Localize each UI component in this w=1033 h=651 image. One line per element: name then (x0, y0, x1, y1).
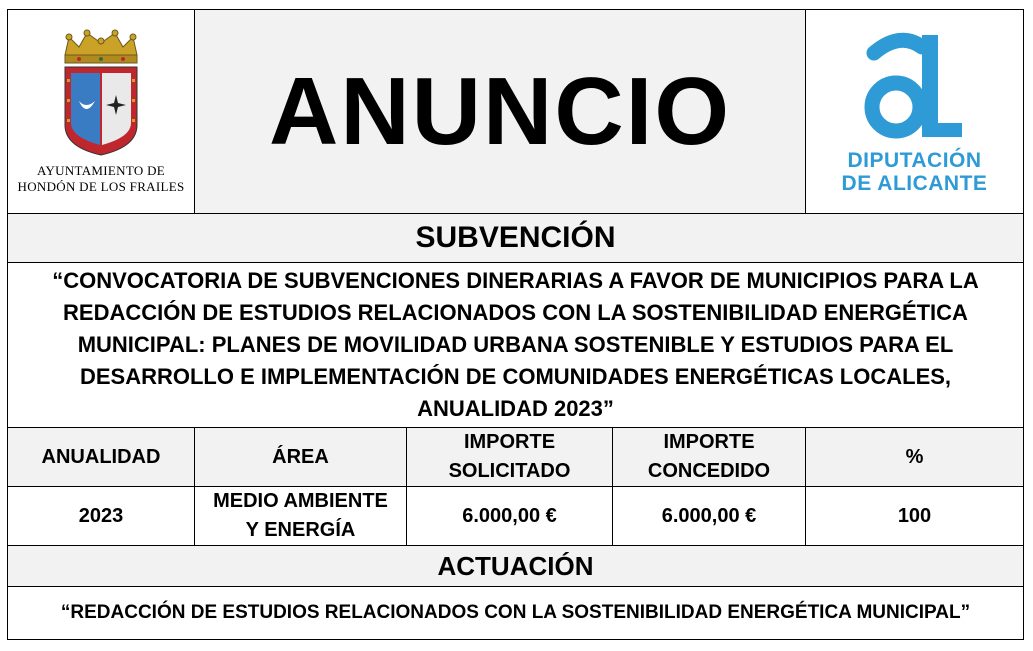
announcement-table (7, 9, 1024, 640)
subvencion-description: “CONVOCATORIA DE SUBVENCIONES DINERARIAS A FAVOR DE MUNICIPIOS PARA LA REDACCIÓN DE ESTUDIOS RELACIONADOS CON LA SOSTENIBILIDAD ENERGÉTICA MUNICIPAL: PLANES DE MOVILIDAD URBANA SOSTENIBLE Y ESTUDIOS PARA EL DESARROLLO E IMPLEMENTACIÓN DE COMUNIDADES ENERGÉTICAS LOCALES, ANUALIDAD 2023” (8, 263, 1024, 428)
municipality-name (18, 163, 185, 195)
municipality-name-line1: AYUNTAMIENTO DE (36, 162, 166, 178)
municipality-name-line2: HONDÓN DE LOS FRAILES (17, 178, 185, 194)
title-cell (195, 10, 806, 214)
cell-importe-concedido: 6.000,00 € (613, 487, 806, 546)
diputacion-name-line2: DE ALICANTE (841, 171, 988, 195)
subvencion-heading-row (8, 214, 1024, 263)
cell-importe-solicitado: 6.000,00 € (407, 487, 613, 546)
diputacion-logo-cell (806, 10, 1024, 214)
subvencion-heading: SUBVENCIÓN (8, 214, 1024, 263)
actuacion-text-row (8, 587, 1024, 640)
actuacion-heading: ACTUACIÓN (8, 546, 1024, 587)
header-row (8, 10, 1024, 214)
cell-area: MEDIO AMBIENTE Y ENERGÍA (195, 487, 407, 546)
column-header-percent: % (806, 428, 1024, 487)
cell-percent: 100 (806, 487, 1024, 546)
column-header-anualidad: ANUALIDAD (8, 428, 195, 487)
column-header-importe-concedido: IMPORTE CONCEDIDO (613, 428, 806, 487)
column-header-area: ÁREA (195, 428, 407, 487)
announcement-sheet (7, 9, 1023, 640)
diputacion-name-line1: DIPUTACIÓN (847, 148, 982, 172)
table-row (8, 487, 1024, 546)
diputacion-name (842, 149, 988, 195)
column-header-importe-solicitado: IMPORTE SOLICITADO (407, 428, 613, 487)
municipality-logo-cell (8, 10, 195, 214)
page-title: ANUNCIO (269, 57, 731, 165)
diputacion-logo-icon (860, 29, 970, 141)
subvencion-description-row (8, 263, 1024, 428)
actuacion-text: “REDACCIÓN DE ESTUDIOS RELACIONADOS CON LA SOSTENIBILIDAD ENERGÉTICA MUNICIPAL” (8, 587, 1024, 640)
table-header-row (8, 428, 1024, 487)
actuacion-heading-row (8, 546, 1024, 587)
municipality-crest-icon (59, 29, 143, 157)
cell-anualidad: 2023 (8, 487, 195, 546)
